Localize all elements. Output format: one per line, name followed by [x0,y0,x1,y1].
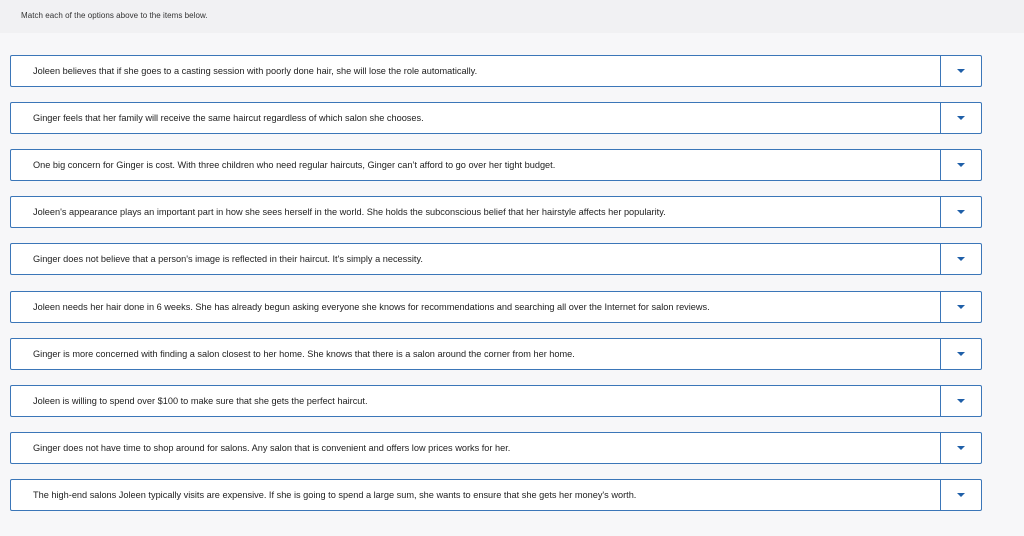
match-dropdown[interactable] [940,244,981,274]
match-row-10 [10,479,982,511]
match-row-7 [10,338,982,370]
chevron-down-icon [957,399,965,403]
match-dropdown[interactable] [940,433,981,463]
match-dropdown[interactable] [940,386,981,416]
instructions-text: Match each of the options above to the items below. [21,11,208,20]
match-row-3 [10,149,982,181]
match-dropdown[interactable] [940,292,981,322]
match-row-text: Ginger does not believe that a person's image is reflected in their haircut. It's simply a necessity. [33,254,423,264]
chevron-down-icon [957,210,965,214]
match-row-text: Joleen believes that if she goes to a casting session with poorly done hair, she will lose the role automatically. [33,66,478,76]
match-row-text: Joleen's appearance plays an important part in how she sees herself in the world. She holds the subconscious belief that her hairstyle affects her popularity. [33,207,666,217]
chevron-down-icon [957,446,965,450]
match-row-8 [10,385,982,417]
match-row-text: Ginger does not have time to shop around for salons. Any salon that is convenient and offers low prices works for her. [33,443,511,453]
chevron-down-icon [957,305,965,309]
chevron-down-icon [957,352,965,356]
chevron-down-icon [957,257,965,261]
match-row-text: Ginger is more concerned with finding a salon closest to her home. She knows that there is a salon around the corner from her home. [33,349,575,359]
match-row-text: The high-end salons Joleen typically visits are expensive. If she is going to spend a large sum, she wants to ensure that she gets her money's worth. [33,490,637,500]
match-row-2 [10,102,982,134]
match-row-text: Joleen needs her hair done in 6 weeks. She has already begun asking everyone she knows for recommendations and searching all over the Internet for salon reviews. [33,302,710,312]
match-row-text: One big concern for Ginger is cost. With three children who need regular haircuts, Ginger can’t afford to go over her tight budget. [33,160,556,170]
chevron-down-icon [957,69,965,73]
match-items-list [0,33,1024,536]
match-row-1 [10,55,982,87]
match-row-4 [10,196,982,228]
match-dropdown[interactable] [940,150,981,180]
match-row-9 [10,432,982,464]
match-row-5 [10,243,982,275]
match-dropdown[interactable] [940,197,981,227]
match-dropdown[interactable] [940,339,981,369]
match-row-6 [10,291,982,323]
match-row-text: Ginger feels that her family will receive the same haircut regardless of which salon she chooses. [33,113,424,123]
chevron-down-icon [957,116,965,120]
instructions-bar [0,0,1024,33]
match-dropdown[interactable] [940,103,981,133]
chevron-down-icon [957,163,965,167]
match-dropdown[interactable] [940,480,981,510]
match-row-text: Joleen is willing to spend over $100 to make sure that she gets the perfect haircut. [33,396,368,406]
match-dropdown[interactable] [940,56,981,86]
chevron-down-icon [957,493,965,497]
